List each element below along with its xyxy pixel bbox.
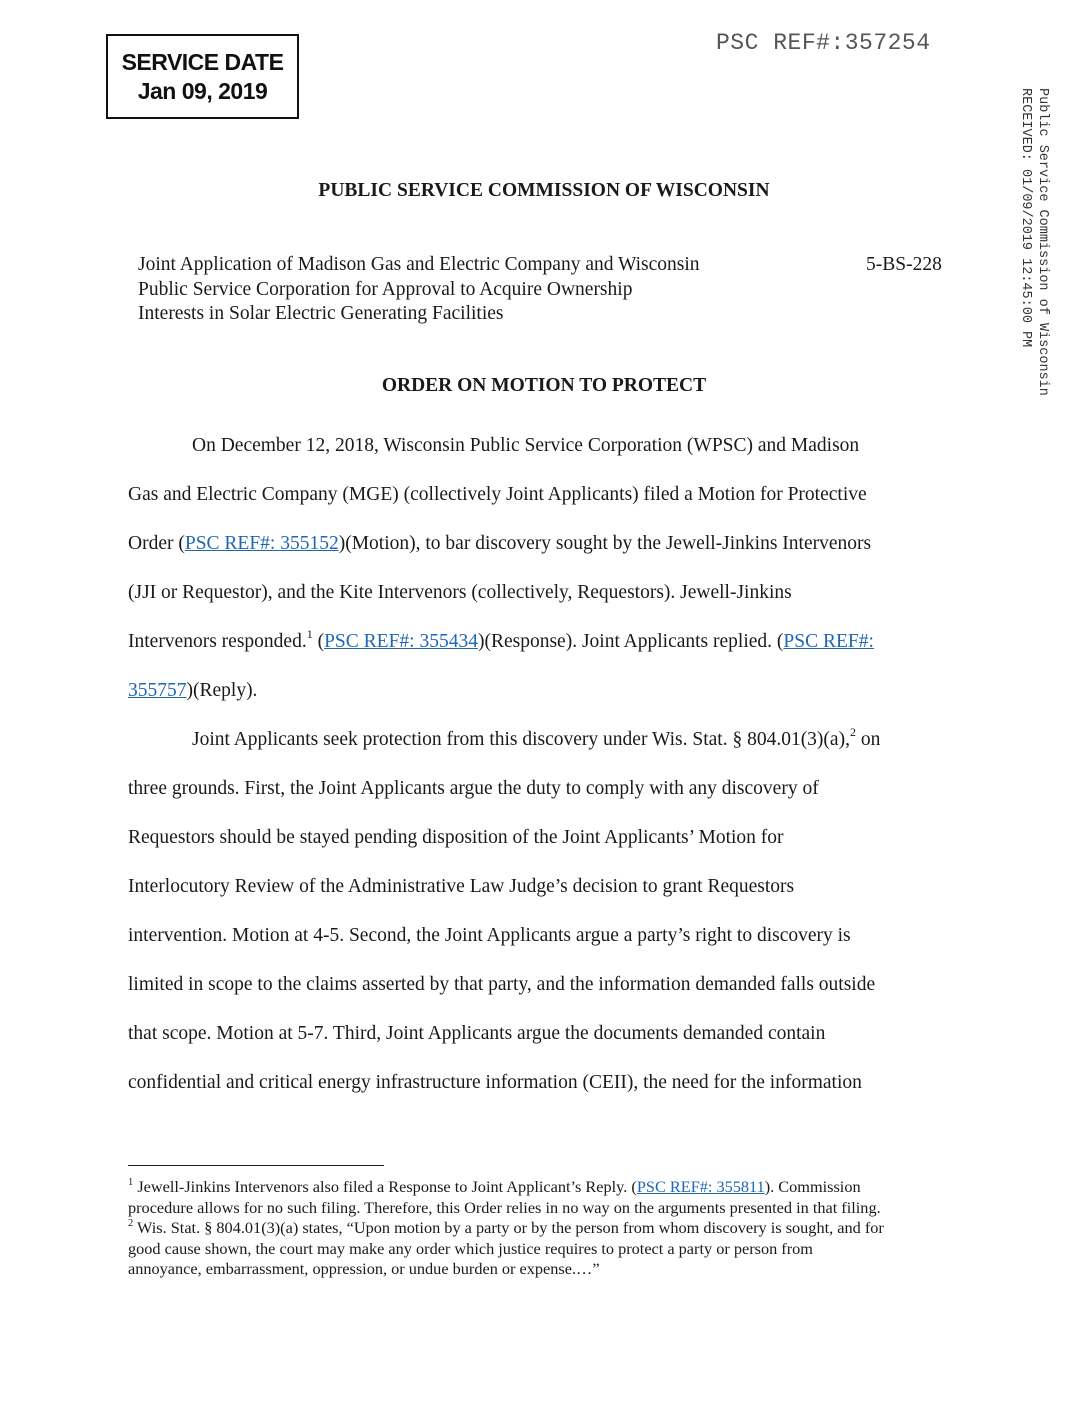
psc-ref-number: PSC REF#:357254: [716, 30, 931, 56]
agency-title: [0, 180, 1088, 202]
service-date-stamp: [106, 34, 299, 119]
body-line: [128, 617, 958, 666]
text-fragment: Intervenors responded.: [128, 631, 307, 652]
case-caption: [138, 253, 778, 327]
body-line: (JJI or Requestor), and the Kite Intervenors (collectively, Requestors). Jewell-Jinkins: [128, 582, 792, 603]
received-stamp: [1017, 88, 1051, 396]
text-fragment: Order (: [128, 533, 185, 554]
psc-ref-link-footnote[interactable]: PSC REF#: 355811: [636, 1177, 765, 1196]
footnote-2: [128, 1218, 958, 1239]
body-line: [128, 666, 958, 715]
footnote-divider: [128, 1165, 384, 1166]
text-fragment: Jewell-Jinkins Intervenors also filed a Response to Joint Applicant’s Reply. (: [133, 1177, 637, 1196]
body-line: confidential and critical energy infrastructure information (CEII), the need for the information: [128, 1072, 862, 1093]
text-fragment: )(Motion), to bar discovery sought by the Jewell-Jinkins Intervenors: [338, 533, 872, 554]
footnote-1-cont: procedure allows for no such filing. Therefore, this Order relies in no way on the arguments presented in that filing.: [128, 1197, 881, 1217]
footnote-marker: 1: [128, 1176, 134, 1188]
docket-number: 5-BS-228: [866, 254, 942, 275]
footnote-2-cont: annoyance, embarrassment, oppression, or undue burden or expense.…”: [128, 1259, 600, 1278]
service-date-value: Jan 09, 2019: [137, 77, 268, 104]
body-line: Interlocutory Review of the Administrative Law Judge’s decision to grant Requestors: [128, 876, 795, 897]
body-line: three grounds. First, the Joint Applicants argue the duty to comply with any discovery of: [128, 778, 819, 799]
service-date-label: SERVICE DATE: [121, 48, 284, 75]
footnotes: [128, 1177, 958, 1280]
psc-ref-link-reply[interactable]: PSC REF#:: [783, 631, 874, 652]
body-line: [128, 715, 958, 764]
footnote-marker: 2: [128, 1217, 134, 1229]
caption-line: Public Service Corporation for Approval to Acquire Ownership: [138, 278, 633, 300]
psc-ref-link-motion[interactable]: PSC REF#: 355152: [184, 533, 339, 554]
footnote-ref-2[interactable]: 2: [849, 724, 856, 739]
text-fragment: )(Response). Joint Applicants replied. (: [477, 631, 784, 652]
body-line: limited in scope to the claims asserted by that party, and the information demanded falls outside: [128, 974, 876, 995]
text-fragment: on: [855, 729, 881, 750]
text-fragment: Joint Applicants seek protection from this discovery under Wis. Stat. § 804.01(3)(a),: [192, 729, 850, 750]
order-body: [128, 421, 958, 1107]
psc-ref-link-response[interactable]: PSC REF#: 355434: [324, 631, 478, 652]
body-line: [128, 519, 958, 568]
footnote-2-cont: good cause shown, the court may make any order which justice requires to protect a party or person from: [128, 1238, 813, 1258]
caption-line: Joint Application of Madison Gas and Electric Company and Wisconsin: [138, 254, 700, 275]
psc-ref-link-reply-number[interactable]: 355757: [128, 680, 187, 701]
received-agency: Public Service Commission of Wisconsin: [1035, 88, 1050, 396]
body-line: Gas and Electric Company (MGE) (collectively Joint Applicants) filed a Motion for Protective: [128, 484, 867, 505]
body-line: Requestors should be stayed pending disposition of the Joint Applicants’ Motion for: [128, 827, 784, 848]
received-timestamp: RECEIVED: 01/09/2019 12:45:00 PM: [1018, 88, 1033, 348]
footnote-1: [128, 1177, 958, 1198]
agency-title-text: PUBLIC SERVICE COMMISSION OF WISCONSIN: [318, 180, 770, 201]
text-fragment: Wis. Stat. § 804.01(3)(a) states, “Upon motion by a party or by the person from whom discovery is sought, and for: [133, 1218, 884, 1237]
order-title: ORDER ON MOTION TO PROTECT: [381, 375, 707, 396]
text-fragment: (: [312, 631, 325, 652]
text-fragment: )(Reply).: [186, 680, 258, 701]
body-line: intervention. Motion at 4-5. Second, the Joint Applicants argue a party’s right to discovery is: [128, 925, 851, 946]
footnote-ref-1[interactable]: 1: [306, 626, 313, 641]
text-fragment: ). Commission: [764, 1177, 861, 1196]
body-line: that scope. Motion at 5-7. Third, Joint Applicants argue the documents demanded contain: [128, 1023, 826, 1044]
body-line: On December 12, 2018, Wisconsin Public Service Corporation (WPSC) and Madison: [192, 435, 860, 456]
caption-line: Interests in Solar Electric Generating Facilities: [138, 303, 504, 324]
